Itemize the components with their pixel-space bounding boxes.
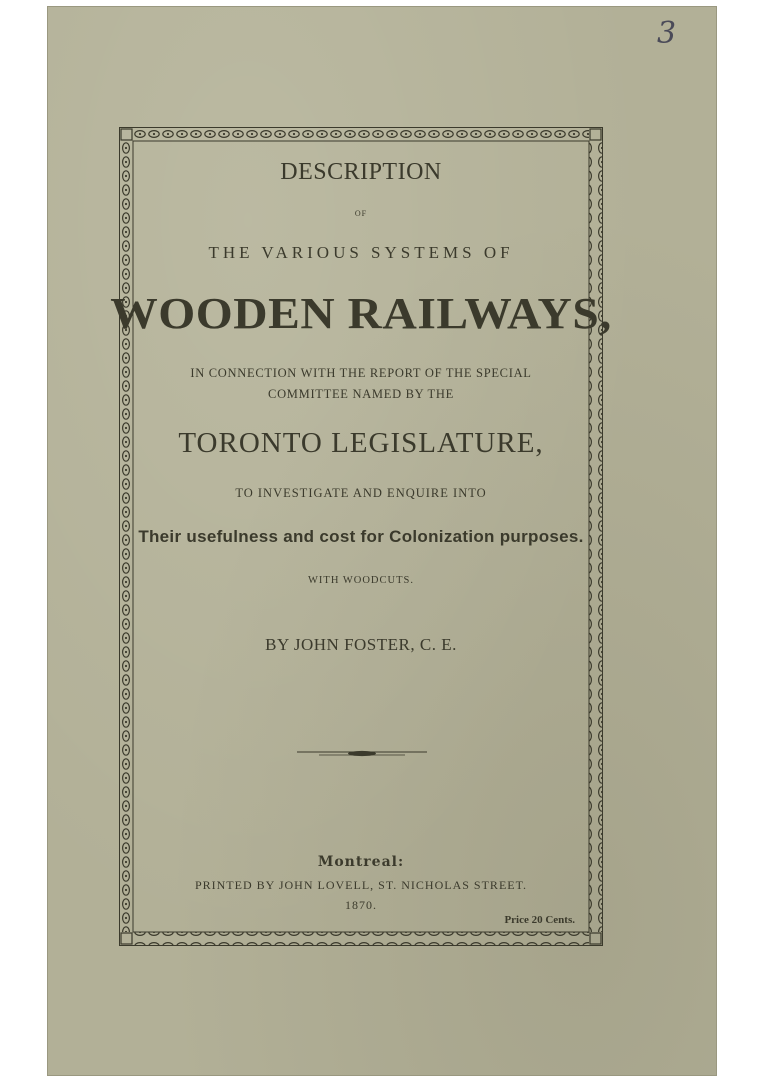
price-label: Price 20 Cents. [504,914,575,926]
main-title: WOODEN RAILWAYS, [110,289,612,338]
connector-of: OF [354,209,368,218]
ornamental-border-frame [110,127,612,946]
author-line: BY JOHN FOSTER, C. E. [265,635,457,654]
subject-line: THE VARIOUS SYSTEMS OF [208,243,514,262]
illustrations-note: WITH WOODCUTS. [308,575,414,586]
purpose-line: TO INVESTIGATE AND ENQUIRE INTO [235,486,487,500]
imprint-place: Montreal: [317,854,405,870]
imprint-year: 1870. [345,898,377,912]
connection-line-2: COMMITTEE NAMED BY THE [268,387,454,401]
legislature-title: TORONTO LEGISLATURE, [178,427,544,459]
decorative-rule [297,751,427,756]
document-page [47,6,717,1076]
imprint-printer: PRINTED BY JOHN LOVELL, ST. NICHOLAS STREET. [194,878,528,892]
usefulness-line: Their usefulness and cost for Colonization purposes. [138,527,584,546]
connection-line-1: IN CONNECTION WITH THE REPORT OF THE SPECIAL [190,366,532,380]
heading-description: DESCRIPTION [280,159,442,185]
handwritten-page-number: 3 [657,16,677,51]
